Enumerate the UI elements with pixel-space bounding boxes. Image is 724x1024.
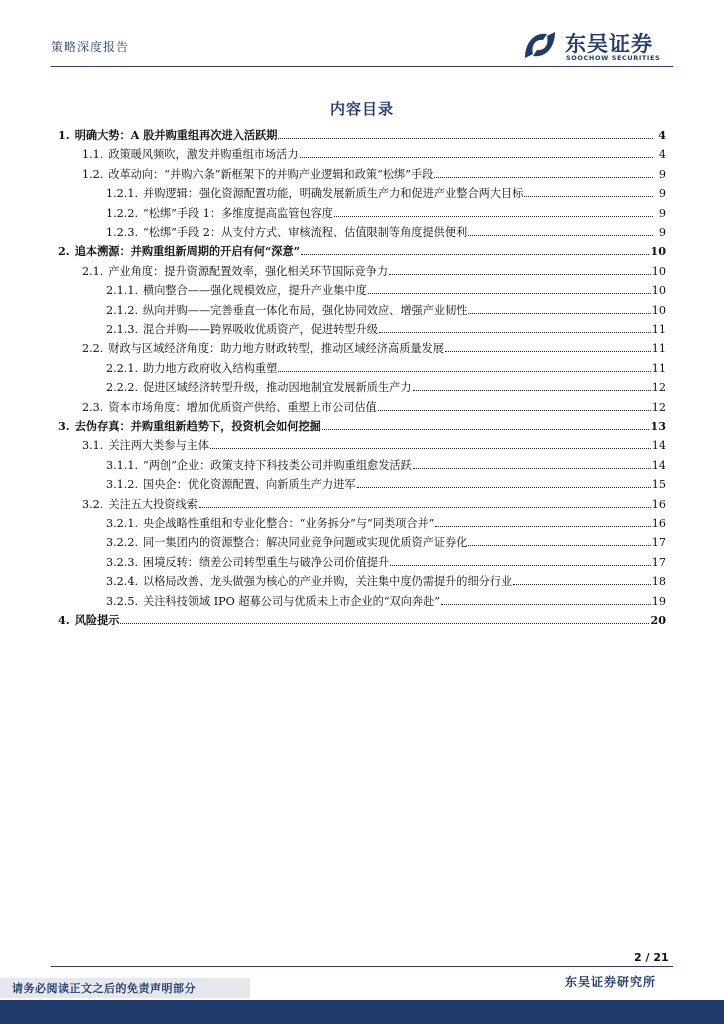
toc-leader-dots: [468, 534, 650, 546]
toc-entry-number: 3.1.2.: [106, 478, 139, 492]
toc-leader-dots: [390, 554, 651, 566]
soochow-logo: [521, 28, 671, 62]
toc-entry[interactable]: [82, 437, 666, 454]
toc-leader-dots: [322, 418, 650, 430]
toc-entry[interactable]: [82, 399, 666, 416]
toc-entry-title: 关注两大类参与主体: [108, 439, 210, 453]
toc-entry-title: 困境反转：绩差公司转型重生与破净公司价值提升: [143, 555, 390, 569]
toc-entry-title: “松绑”手段 1：多维度提高监管包容度: [143, 206, 333, 220]
toc-entry[interactable]: [58, 243, 666, 260]
toc-entry-page: 4: [658, 128, 666, 142]
toc-entry-page: 18: [651, 575, 666, 589]
toc-entry-page: 19: [651, 594, 666, 608]
toc-entry-number: 3.1.1.: [106, 458, 139, 472]
toc-entry-page: 17: [651, 555, 666, 569]
toc-entry-number: 3.2.: [82, 497, 104, 511]
disclaimer-bar: [0, 978, 250, 998]
toc-title: 内容目录: [329, 100, 394, 118]
toc-entry-title: 纵向并购——完善垂直一体化布局，强化协同效应、增强产业韧性: [143, 303, 468, 317]
toc-leader-dots: [300, 146, 653, 158]
toc-entry-number: 1.1.: [82, 148, 104, 162]
toc-entry-title: 产业角度：提升资源配置效率，强化相关环节国际竞争力: [108, 264, 389, 278]
toc-leader-dots: [379, 321, 651, 333]
toc-entry[interactable]: [106, 554, 666, 571]
toc-leader-dots: [513, 573, 651, 585]
toc-leader-dots: [368, 282, 651, 294]
header-divider: [51, 66, 673, 67]
toc-entry-page: 17: [651, 536, 666, 550]
toc-entry-number: 3.2.5.: [106, 594, 139, 608]
toc-entry-title: 助力地方政府收入结构重塑: [143, 361, 278, 375]
toc-entry-title: 央企战略性重组和专业化整合：“业务拆分”与“同类项合并”: [143, 517, 435, 530]
toc-entry-page: 12: [651, 381, 666, 395]
toc-leader-dots: [199, 496, 651, 508]
toc-entry[interactable]: [106, 457, 666, 474]
toc-entry-title: 资本市场角度：增加优质资产供给、重塑上市公司估值: [108, 400, 377, 414]
toc-entry-title: “两创”企业：政策支持下科技类公司并购重组愈发活跃: [143, 458, 412, 472]
toc-entry[interactable]: [106, 534, 666, 551]
toc-entry-title: “松绑”手段 2：从支付方式、审核流程、估值限制等角度提供便利: [143, 226, 468, 239]
footer-divider: [51, 966, 673, 967]
toc-entry-number: 2.1.1.: [106, 284, 139, 298]
toc-entry-title: 并购逻辑：强化资源配置功能，明确发展新质生产力和促进产业整合两大目标: [143, 187, 524, 201]
toc-entry[interactable]: [82, 146, 666, 163]
toc-entry-title: 横向整合——强化规模效应，提升产业集中度: [143, 284, 367, 298]
toc-entry[interactable]: [106, 185, 666, 202]
toc-entry[interactable]: [58, 418, 666, 435]
toc-entry-page: 16: [651, 517, 666, 530]
toc-leader-dots: [278, 127, 653, 139]
toc-entry-title: 财政与区域经济角度：助力地方财政转型，推动区域经济高质量发展: [108, 342, 444, 356]
toc-leader-dots: [334, 205, 653, 217]
toc-entry[interactable]: [106, 302, 666, 319]
toc-leader-dots: [378, 399, 651, 411]
toc-entry-page: 11: [651, 361, 666, 375]
page-number: 2 / 21: [634, 951, 669, 964]
toc-entry[interactable]: [58, 612, 666, 629]
toc-leader-dots: [210, 437, 651, 449]
toc-leader-dots: [413, 379, 651, 391]
toc-leader-dots: [278, 360, 650, 372]
toc-entry-page: 11: [651, 323, 666, 336]
toc-entry-title: 追本溯源：并购重组新周期的开启有何“深意”: [74, 244, 301, 259]
toc-entry-number: 4.: [58, 613, 70, 627]
toc-entry-page: 10: [651, 303, 666, 317]
toc-entry-title: 同一集团内的资源整合：解决同业竞争问题或实现优质资产证券化: [143, 536, 468, 550]
toc-entry[interactable]: [106, 224, 666, 241]
toc-entry-page: 10: [651, 264, 666, 278]
toc-leader-dots: [357, 476, 651, 488]
toc-entry[interactable]: [82, 496, 666, 513]
toc-entry-number: 2.2.1.: [106, 361, 139, 375]
toc-entry-number: 1.2.3.: [106, 226, 139, 239]
toc-entry-number: 3.2.2.: [106, 536, 139, 550]
toc-leader-dots: [389, 263, 651, 275]
toc-entry-page: 10: [650, 244, 666, 259]
toc-entry-number: 3.2.1.: [106, 517, 139, 530]
toc-entry-title: 混合并购——跨界吸收优质资产，促进转型升级: [143, 323, 378, 336]
toc-entry-title: 国央企：优化资源配置、向新质生产力进军: [143, 478, 356, 492]
toc-entry[interactable]: [106, 515, 666, 532]
footer-organization: 东吴证券研究所: [565, 975, 657, 989]
toc-entry[interactable]: [82, 166, 666, 183]
toc-leader-dots: [445, 340, 651, 352]
toc-entry-page: 13: [650, 419, 666, 433]
toc-entry[interactable]: [82, 340, 666, 357]
report-type-label: 策略深度报告: [51, 40, 130, 54]
toc-entry-title: 促进区域经济转型升级，推动因地制宜发展新质生产力: [143, 381, 412, 395]
toc-entry[interactable]: [106, 321, 666, 338]
toc-entry-title: 以格局改善、龙头做强为核心的产业并购，关注集中度仍需提升的细分行业: [143, 575, 513, 589]
toc-entry-number: 2.2.: [82, 342, 104, 356]
toc-entry-title: 关注五大投资线索: [108, 497, 198, 511]
toc-leader-dots: [441, 593, 651, 605]
toc-entry-title: 明确大势：A 股并购重组再次进入活跃期: [74, 128, 278, 142]
toc-entry[interactable]: [106, 379, 666, 396]
toc-entry-title: 关注科技领域 IPO 超募公司与优质未上市企业的“双向奔赴”: [143, 594, 441, 608]
soochow-logo-mark-icon: [521, 28, 559, 62]
toc-entry-page: 15: [651, 478, 666, 492]
toc-leader-dots: [413, 457, 651, 469]
toc-entry-title: 去伪存真：并购重组新趋势下，投资机会如何挖掘: [74, 419, 321, 433]
toc-entry-page: 14: [651, 458, 666, 472]
toc-entry-page: 9: [658, 206, 666, 220]
toc-entry-number: 2.1.: [82, 264, 104, 278]
toc-leader-dots: [435, 515, 650, 527]
toc-entry-page: 14: [651, 439, 666, 453]
toc-entry-page: 9: [658, 167, 666, 181]
toc-entry[interactable]: [58, 127, 666, 144]
toc-entry-number: 2.: [58, 244, 70, 259]
toc-leader-dots: [434, 166, 653, 178]
toc-entry-number: 3.: [58, 419, 70, 433]
toc-entry-number: 2.3.: [82, 400, 104, 414]
toc-entry-number: 1.2.2.: [106, 206, 139, 220]
toc-entry-page: 9: [658, 226, 666, 239]
toc-entry[interactable]: [82, 263, 666, 280]
toc-entry-title: 风险提示: [74, 613, 120, 627]
toc-leader-dots: [301, 243, 649, 255]
toc-entry[interactable]: [106, 593, 666, 610]
toc-entry-page: 20: [650, 613, 666, 627]
brand-name-cn: 东吴证券: [565, 32, 653, 56]
toc-entry-page: 9: [658, 187, 666, 201]
toc-entry[interactable]: [106, 476, 666, 493]
toc-entry[interactable]: [106, 205, 666, 222]
toc-entry-title: 政策暖风频吹，激发并购重组市场活力: [108, 148, 299, 162]
toc-entry-number: 1.: [58, 128, 70, 142]
toc-entry[interactable]: [106, 282, 666, 299]
toc-entry-page: 16: [651, 497, 666, 511]
toc-entry-title: 改革动向：“并购六条”新框架下的并购产业逻辑和政策“松绑”手段: [108, 167, 434, 181]
toc-entry-number: 1.2.1.: [106, 187, 139, 201]
toc-entry-number: 3.2.4.: [106, 575, 139, 589]
toc-leader-dots: [468, 224, 653, 236]
toc-entry-number: 2.1.2.: [106, 303, 139, 317]
toc-entry-page: 11: [651, 342, 666, 356]
toc-entry[interactable]: [106, 360, 666, 377]
toc-entry-number: 3.1.: [82, 439, 104, 453]
toc-entry-number: 2.2.2.: [106, 381, 139, 395]
toc-entry[interactable]: [106, 573, 666, 590]
toc-entry-page: 10: [651, 284, 666, 298]
toc-entry-number: 3.2.3.: [106, 555, 139, 569]
disclaimer-text: 请务必阅读正文之后的免责声明部分: [12, 982, 196, 995]
toc-entry-page: 4: [658, 148, 666, 162]
toc-leader-dots: [468, 302, 650, 314]
toc-entry-number: 2.1.3.: [106, 323, 139, 336]
toc-leader-dots: [120, 612, 649, 624]
footer-band: [0, 1000, 724, 1024]
toc-entry-page: 12: [651, 400, 666, 414]
toc-entry-number: 1.2.: [82, 167, 104, 181]
toc-leader-dots: [524, 185, 653, 197]
brand-name-en: SOOCHOW SECURITIES: [566, 54, 661, 62]
